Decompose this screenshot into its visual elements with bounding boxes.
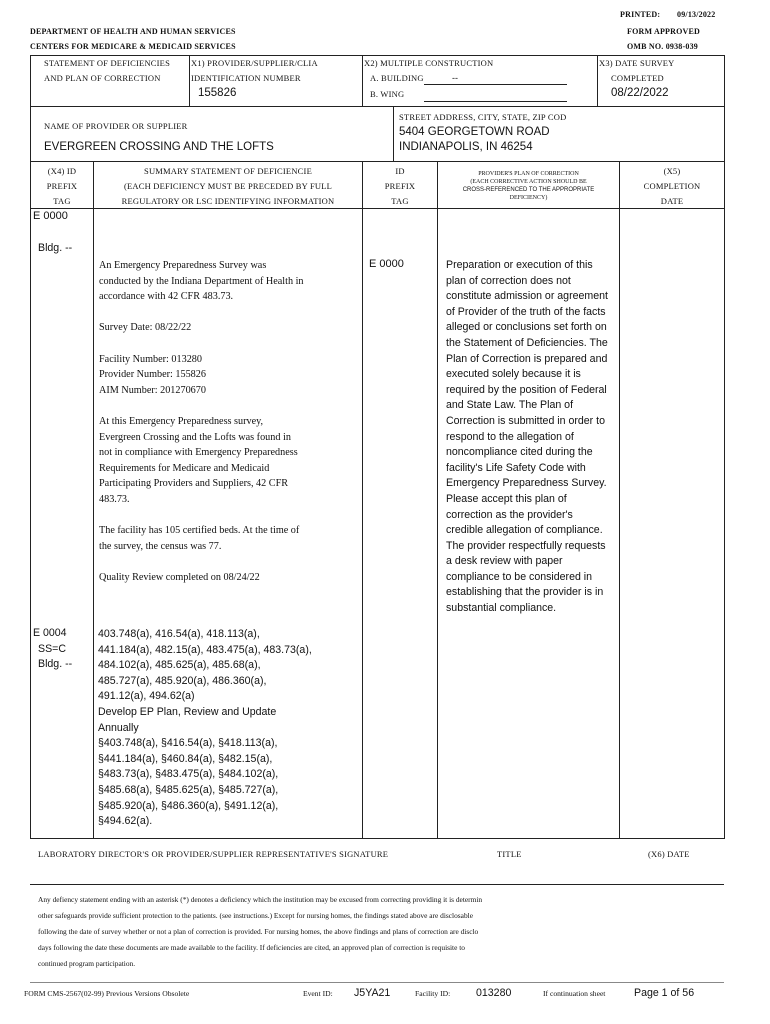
summary-text-2: 403.748(a), 416.54(a), 418.113(a), 441.184(a), 482.15(a), 483.475(a), 483.73(a), 484.102(a), 485.625(a), 485.68(a), 485.727(a), 485.920(a), 486.360(a), 491.12(a), 494.62(a) Develop EP Plan, Review and Update Annually §403.748(a), §416.54(a), §418.113(a), §441.184(a), §460.84(a), §482.15(a), §483.73(a), §483.475(a), §484.102(a), §485.68(a), §485.625(a), §485.727(a), §485.920(a), §486.360(a), §491.12(a), §494.62(a). xyxy=(98,628,312,828)
page-number: Page 1 of 56 xyxy=(634,987,695,999)
plan-header: PROVIDER'S PLAN OF CORRECTION xyxy=(478,171,579,177)
x1-label: X1) PROVIDER/SUPPLIER/CLIA xyxy=(191,58,318,68)
statement-label: STATEMENT OF DEFICIENCIES xyxy=(44,58,171,68)
form-approved: FORM APPROVED xyxy=(627,27,701,36)
form-number: FORM CMS-2567(02-99) Previous Versions Obsolete xyxy=(24,989,190,998)
plan-header-4: DEFICIENCY) xyxy=(509,195,548,201)
x1-sublabel: IDENTIFICATION NUMBER xyxy=(191,73,301,83)
omb-number: OMB NO. 0938-039 xyxy=(627,42,698,51)
bldg-label-2: Bldg. -- xyxy=(38,658,73,670)
plan-text-1: Preparation or execution of this plan of correction does not constitute admission or agreement of Provider of the truth of the facts alleged or conclusions set forth on the Statement of Deficiencies. The Plan of Correction is prepared and executed solely because it is required by the position of Federal and State Law. The Plan of Correction is submitted in order to respond to the allegation of noncompliance cited during the facility's Life Safety Code with Emergency Preparedness Survey. Please accept this plan of correction as the provider's credible allegation of compliance. The provider respectfully requests a desk review with paper compliance to be considered in establishing that the provider is in substantial compliance. xyxy=(446,259,608,615)
x1-value: 155826 xyxy=(198,87,237,99)
tag-e0000: E 0000 xyxy=(33,210,68,222)
disclaimer-line-2: other safeguards provide sufficient protection to the patients. (see instructions.) Except for nursing homes, the findings stated above are disclosable xyxy=(38,911,473,920)
disclaimer-line-5: continued program participation. xyxy=(38,959,136,968)
x6-date-label: (X6) DATE xyxy=(648,849,690,859)
x3-sublabel: COMPLETED xyxy=(611,73,664,83)
facility-id-label: Facility ID: xyxy=(415,989,451,998)
summary-header: SUMMARY STATEMENT OF DEFICIENCIE xyxy=(144,166,312,176)
x5-header-date: DATE xyxy=(660,196,684,206)
summary-header-2: (EACH DEFICIENCY MUST BE PRECEDED BY FULL xyxy=(123,181,333,191)
disclaimer-line-3: following the date of survey whether or not a plan of correction is provided. For nursing homes, the above findings and plans of correction are disclo xyxy=(38,927,479,936)
x5-header: (X5) xyxy=(663,166,681,176)
tag-e0004: E 0004 xyxy=(33,627,67,639)
plan-header-2: (EACH CORRECTIVE ACTION SHOULD BE xyxy=(470,179,587,185)
bldg-label-1: Bldg. -- xyxy=(38,242,73,254)
summary-header-3: REGULATORY OR LSC IDENTIFYING INFORMATION xyxy=(121,196,335,206)
x4-header: (X4) ID xyxy=(47,166,77,176)
building-label: A. BUILDING xyxy=(370,73,424,83)
building-value: -- xyxy=(452,73,458,83)
id-header: ID xyxy=(395,166,405,176)
continuation-label: If continuation sheet xyxy=(543,989,606,998)
facility-id-value: 013280 xyxy=(476,987,512,999)
address-label: STREET ADDRESS, CITY, STATE, ZIP COD xyxy=(399,112,567,122)
lab-signature-label: LABORATORY DIRECTOR'S OR PROVIDER/SUPPLIER REPRESENTATIVE'S SIGNATURE xyxy=(38,849,389,859)
disclaimer-line-4: days following the date these documents are made available to the facility. If deficiencies are cited, an approved plan of correction is requisite to xyxy=(38,943,465,952)
printed-date: 09/13/2022 xyxy=(677,10,716,19)
id-header-prefix: PREFIX xyxy=(384,181,416,191)
id-header-tag: TAG xyxy=(391,196,409,206)
cms-title: CENTERS FOR MEDICARE & MEDICAID SERVICES xyxy=(30,42,236,51)
dept-title: DEPARTMENT OF HEALTH AND HUMAN SERVICES xyxy=(30,27,236,36)
x2-label: X2) MULTIPLE CONSTRUCTION xyxy=(364,58,494,68)
event-id-value: J5YA21 xyxy=(354,987,391,999)
title-label: TITLE xyxy=(497,849,522,859)
x4-header-prefix: PREFIX xyxy=(46,181,78,191)
ss-label: SS=C xyxy=(38,643,66,655)
survey-date: 08/22/2022 xyxy=(611,87,669,99)
provider-name-label: NAME OF PROVIDER OR SUPPLIER xyxy=(44,121,188,131)
address-line2: INDIANAPOLIS, IN 46254 xyxy=(399,141,533,153)
plan-header-3: CROSS-REFERENCED TO THE APPROPRIATE xyxy=(462,187,595,193)
event-id-label: Event ID: xyxy=(303,989,333,998)
wing-label: B. WING xyxy=(370,89,405,99)
x4-header-tag: TAG xyxy=(53,196,71,206)
printed-label: PRINTED: xyxy=(620,10,661,19)
plan-tag-e0000: E 0000 xyxy=(369,258,404,270)
x3-label: X3) DATE SURVEY xyxy=(599,58,675,68)
disclaimer-line-1: Any defiency statement ending with an asterisk (*) denotes a deficiency which the institution may be excused from correcting providing it is determin xyxy=(38,895,483,904)
provider-name: EVERGREEN CROSSING AND THE LOFTS xyxy=(44,141,274,153)
plan-label: AND PLAN OF CORRECTION xyxy=(44,73,161,83)
summary-text-1: An Emergency Preparedness Survey was conducted by the Indiana Department of Health in accordance with 42 CFR 483.73. Survey Date: 08/22/22 Facility Number: 013280 Provider Number: 155826 AIM Number: 201270670 At this Emergency Preparedness survey, Evergreen Crossing and the Lofts was found in not in compliance with Emergency Preparedness Requirements for Medicare and Medicaid Participating Providers and Suppliers, 42 CFR 483.73. The facility has 105 certified beds. At the time of the survey, the census was 77. Quality Review completed on 08/24/22 xyxy=(99,260,304,583)
x5-header-completion: COMPLETION xyxy=(643,181,701,191)
address-line1: 5404 GEORGETOWN ROAD xyxy=(399,126,550,138)
